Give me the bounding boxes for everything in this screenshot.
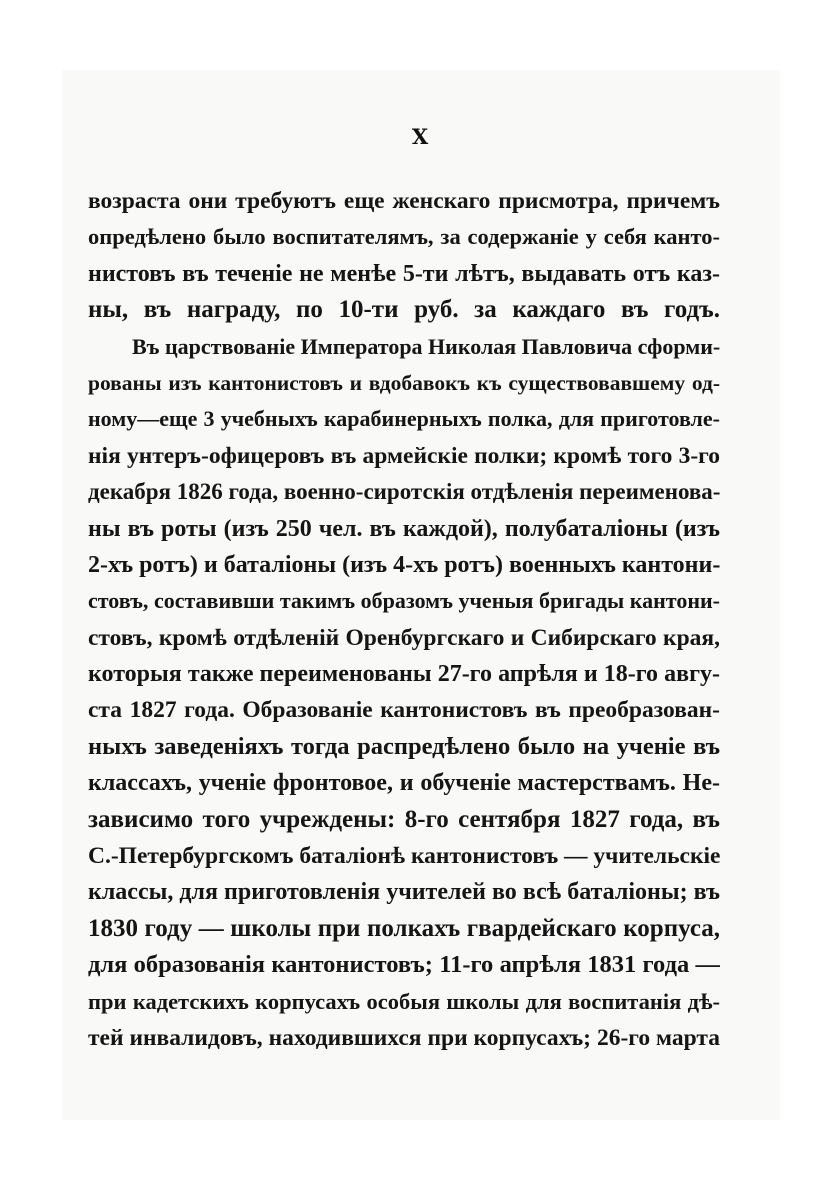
text-line: возраста они требуютъ еще женскаго присмотра, причемъ: [88, 188, 720, 214]
text-line: которыя также переименованы 27-го апрѣля и 18-го авгу-: [88, 661, 720, 688]
text-line: С.-Петербургскомъ баталіонѣ кантонистовъ — учительскіе: [88, 843, 720, 870]
text-line: опредѣлено было воспитателямъ, за содержаніе у себя канто-: [88, 224, 720, 250]
text-line: 1830 году — школы при полкахъ гвардейскаго корпуса,: [88, 914, 720, 942]
text-line: классахъ, ученіе фронтовое, и обученіе мастерствамъ. Не-: [88, 770, 720, 797]
text-line: тей инвалидовъ, находившихся при корпусахъ; 26-го марта: [88, 1024, 720, 1051]
text-line: ста 1827 года. Образованіе кантонистовъ въ преобразован-: [88, 697, 720, 724]
page-number: X: [411, 124, 429, 149]
text-line: 2-хъ ротъ) и баталіоны (изъ 4-хъ ротъ) военныхъ кантони-: [88, 551, 720, 578]
text-line: рованы изъ кантонистовъ и вдобавокъ къ существовавшему од-: [88, 370, 720, 395]
text-line: для образованія кантонистовъ; 11-го апрѣля 1831 года —: [88, 951, 720, 979]
body-text: [88, 183, 720, 1056]
text-line: нистовъ въ теченіе не менѣе 5-ти лѣтъ, выдавать отъ каз-: [88, 260, 720, 287]
text-line: ныхъ заведеніяхъ тогда распредѣлено было на ученіе въ: [88, 732, 720, 760]
text-line: декабря 1826 года, военно-сиротскія отдѣленія переименова-: [88, 479, 720, 505]
text-line: ному—еще 3 учебныхъ карабинерныхъ полка, для приготовле-: [88, 406, 720, 432]
text-line: зависимо того учреждены: 8-го сентября 1827 года, въ: [88, 805, 720, 833]
text-line: при кадетскихъ корпусахъ особыя школы для воспитанія дѣ-: [88, 988, 720, 1014]
text-line: нія унтеръ-офицеровъ въ армейскіе полки; кромѣ того 3-го: [88, 442, 720, 469]
text-line: стовъ, кромѣ отдѣленій Оренбургскаго и Сибирскаго края,: [88, 624, 720, 651]
text-line: ны, въ награду, по 10-ти руб. за каждаго въ годъ.: [88, 296, 720, 324]
paragraph-first-line: Въ царствованіе Императора Николая Павловича сформи-: [132, 333, 720, 359]
text-line: классы, для приготовленія учителей во всѣ баталіоны; въ: [88, 879, 720, 906]
text-line: ны въ роты (изъ 250 чел. въ каждой), полубаталіоны (изъ: [88, 515, 720, 542]
text-line: стовъ, составивши такимъ образомъ ученыя бригады кантони-: [88, 588, 720, 614]
